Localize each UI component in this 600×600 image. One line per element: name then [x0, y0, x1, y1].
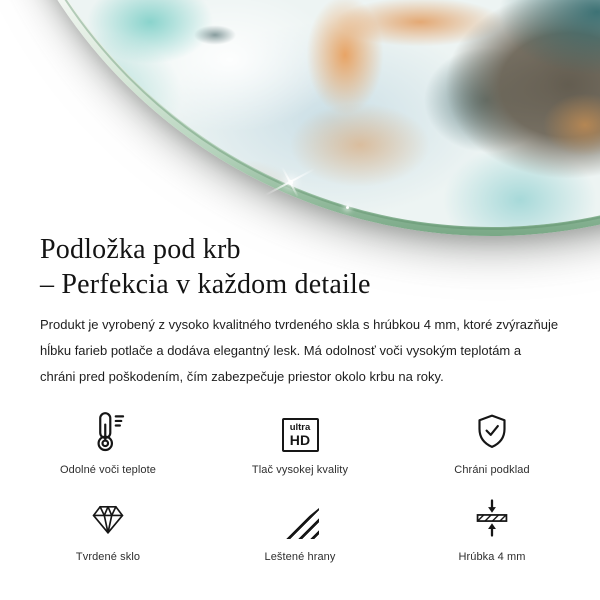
feature-label: Leštené hrany: [264, 551, 336, 563]
diamond-icon: [88, 495, 128, 539]
ultra-hd-text-bottom: HD: [289, 432, 311, 448]
feature-label: Tlač vysokej kvality: [251, 464, 349, 476]
shield-check-icon: [472, 408, 512, 452]
product-title: [40, 232, 560, 302]
feature-label: Tvrdené sklo: [75, 551, 141, 563]
product-title-line1: Podložka pod krb: [40, 234, 241, 265]
feature-heat-resistant: [12, 408, 204, 476]
thermometer-icon: [86, 408, 130, 452]
feature-tempered-glass: [12, 495, 204, 563]
product-info-section: [0, 232, 600, 390]
small-glint: [346, 206, 349, 209]
thickness-icon: [471, 495, 513, 539]
product-description: Produkt je vyrobený z vysoko kvalitného tvrdeného skla s hrúbkou 4 mm, ktoré zvýrazňuje hĺbku farieb potlače a dodáva elegantný lesk. Má odolnosť voči vysokým teplotám a chráni pred poškodením, čím zabezpečuje priestor okolo krbu na roky.: [40, 317, 559, 384]
ultra-hd-icon: [282, 408, 319, 452]
feature-grid: [0, 408, 600, 563]
product-title-line2: – Perfekcia v každom detaile: [40, 269, 371, 300]
feature-polished-edges: [204, 495, 396, 563]
feature-protects-surface: [396, 408, 588, 476]
feature-thickness: [396, 495, 588, 563]
feature-print-quality: [204, 408, 396, 476]
feature-label: Odolné voči teplote: [59, 464, 157, 476]
product-image: [0, 0, 600, 232]
feature-label: Hrúbka 4 mm: [458, 551, 526, 563]
polished-edge-icon: [281, 495, 319, 539]
ultra-hd-text-top: ultra: [289, 422, 311, 433]
feature-label: Chráni podklad: [454, 464, 530, 476]
